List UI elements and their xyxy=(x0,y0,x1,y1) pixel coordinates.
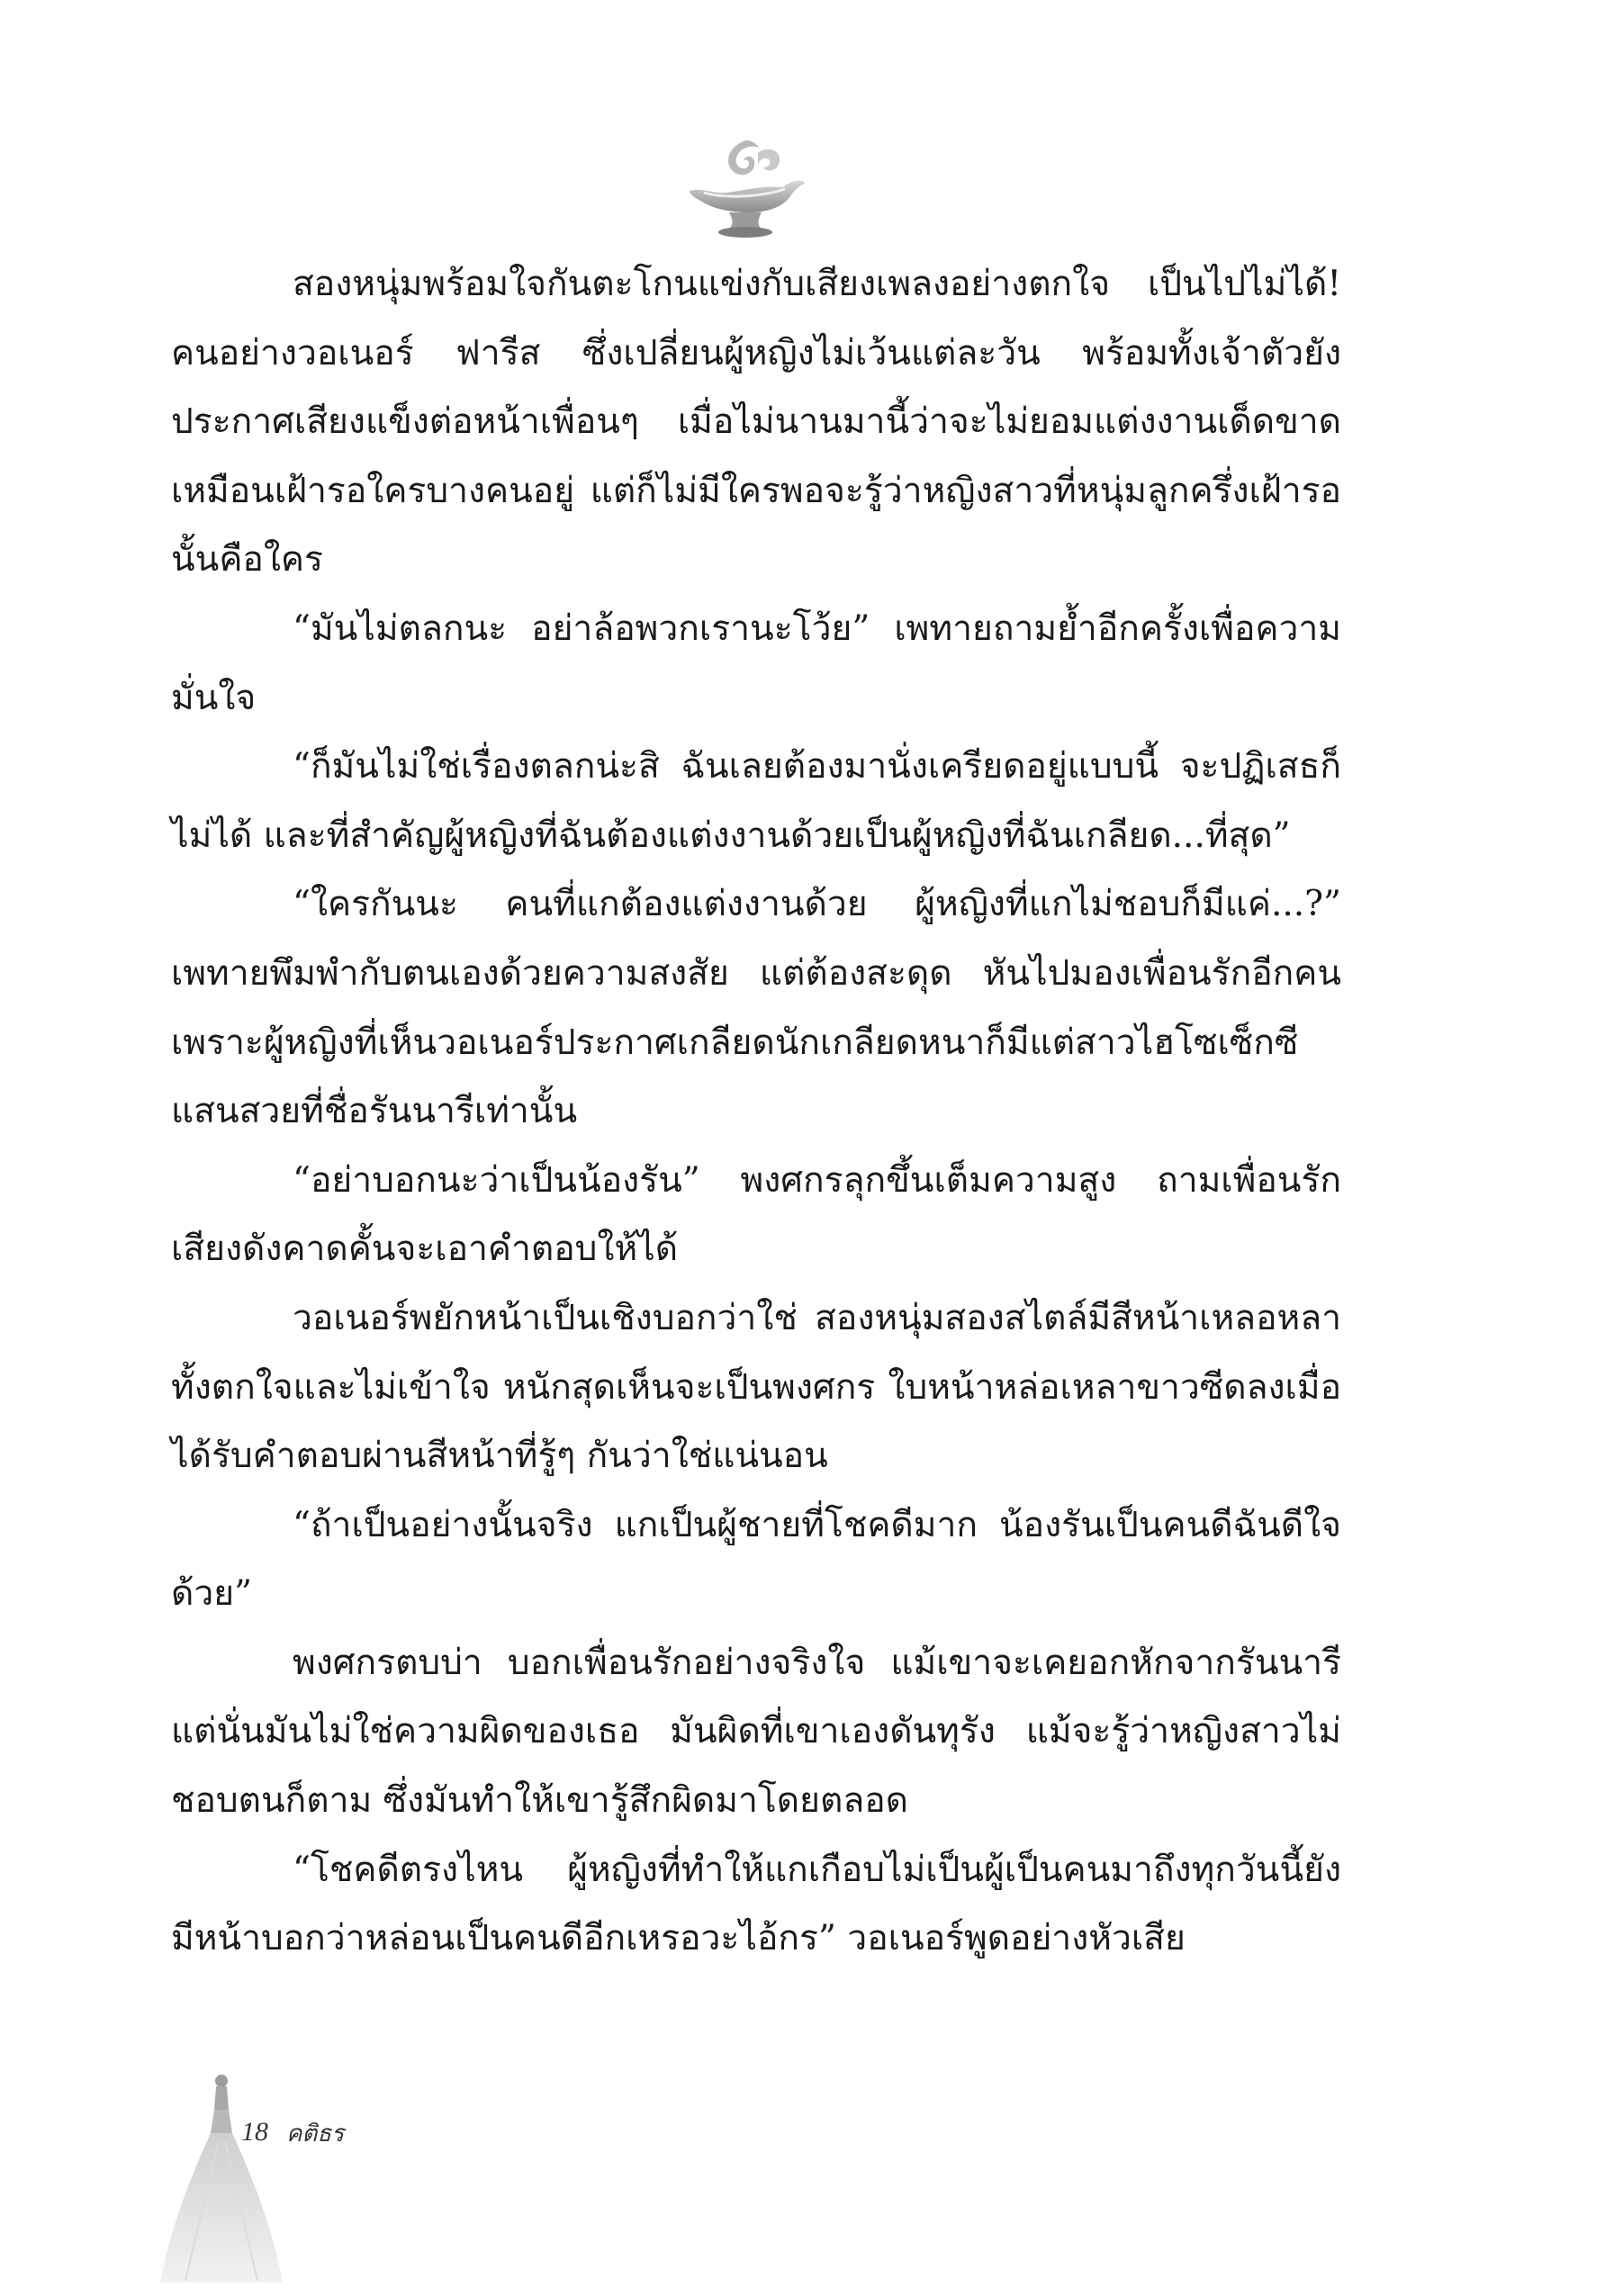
paragraph: “ก็มันไม่ใช่เรื่องตลกน่ะสิ ฉันเลยต้องมานั่งเครียดอยู่แบบนี้ จะปฏิเสธก็ไม่ได้ และที่สำคัญผู้หญิงที่ฉันต้องแต่งงานด้วยเป็นผู้หญิงที่ฉันเกลียด...ที่สุด” xyxy=(171,746,1341,856)
paragraph: สองหนุ่มพร้อมใจกันตะโกนแข่งกับเสียงเพลงอย่างตกใจ เป็นไปไม่ได้! คนอย่างวอเนอร์ ฟารีส ซึ่งเปลี่ยนผู้หญิงไม่เว้นแต่ละวัน พร้อมทั้งเจ้าตัวยังประกาศเสียงแข็งต่อหน้าเพื่อนๆ เมื่อไม่นานมานี้ว่าจะไม่ยอมแต่งงานเด็ดขาด เหมือนเฝ้ารอใครบางคนอยู่ แต่ก็ไม่มีใครพอจะรู้ว่าหญิงสาวที่หนุ่มลูกครึ่งเฝ้ารอนั้นคือใคร xyxy=(171,264,1341,581)
bride-silhouette-icon xyxy=(158,2070,284,2286)
paragraph: วอเนอร์พยักหน้าเป็นเชิงบอกว่าใช่ สองหนุ่มสองสไตล์มีสีหน้าเหลอหลา ทั้งตกใจและไม่เข้าใจ หนักสุดเห็นจะเป็นพงศกร ใบหน้าหล่อเหลาขาวซีดลงเมื่อได้รับคำตอบผ่านสีหน้าที่รู้ๆ กันว่าใช่แน่นอน xyxy=(171,1297,1341,1477)
paragraph: “อย่าบอกนะว่าเป็นน้องรัน” พงศกรลุกขึ้นเต็มความสูง ถามเพื่อนรักเสียงดังคาดคั้นจะเอาคำตอบให้ได้ xyxy=(171,1159,1341,1270)
author-name: คติธร xyxy=(286,2120,345,2147)
paragraph: “โชคดีตรงไหน ผู้หญิงที่ทำให้แกเกือบไม่เป็นผู้เป็นคนมาถึงทุกวันนี้ยังมีหน้าบอกว่าหล่อนเป็นคนดีอีกเหรอวะไอ้กร” วอเนอร์พูดอย่างหัวเสีย xyxy=(171,1849,1341,1959)
page-footer xyxy=(158,2070,518,2286)
paragraph: “มันไม่ตลกนะ อย่าล้อพวกเรานะโว้ย” เพทายถามย้ำอีกครั้งเพื่อความมั่นใจ xyxy=(171,608,1341,718)
paragraph: พงศกรตบบ่า บอกเพื่อนรักอย่างจริงใจ แม้เขาจะเคยอกหักจากรันนารี แต่นั่นมันไม่ใช่ความผิดของเธอ มันผิดที่เขาเองดันทุรัง แม้จะรู้ว่าหญิงสาวไม่ชอบตนก็ตาม ซึ่งมันทำให้เขารู้สึกผิดมาโดยตลอด xyxy=(171,1642,1341,1822)
paragraph: “ใครกันนะ คนที่แกต้องแต่งงานด้วย ผู้หญิงที่แกไม่ชอบก็มีแค่...?” เพทายพึมพำกับตนเองด้วยความสงสัย แต่ต้องสะดุด หันไปมองเพื่อนรักอีกคน เพราะผู้หญิงที่เห็นวอเนอร์ประกาศเกลียดนักเกลียดหนาก็มีแต่สาวไฮโซเซ็กซีแสนสวยที่ชื่อรันนารีเท่านั้น xyxy=(171,884,1341,1132)
paragraph: “ถ้าเป็นอย่างนั้นจริง แกเป็นผู้ชายที่โชคดีมาก น้องรันเป็นคนดีฉันดีใจด้วย” xyxy=(171,1504,1341,1615)
lamp-ornament-icon xyxy=(677,135,812,241)
page-number: 18 xyxy=(241,2117,268,2147)
body-text xyxy=(171,250,1341,1974)
